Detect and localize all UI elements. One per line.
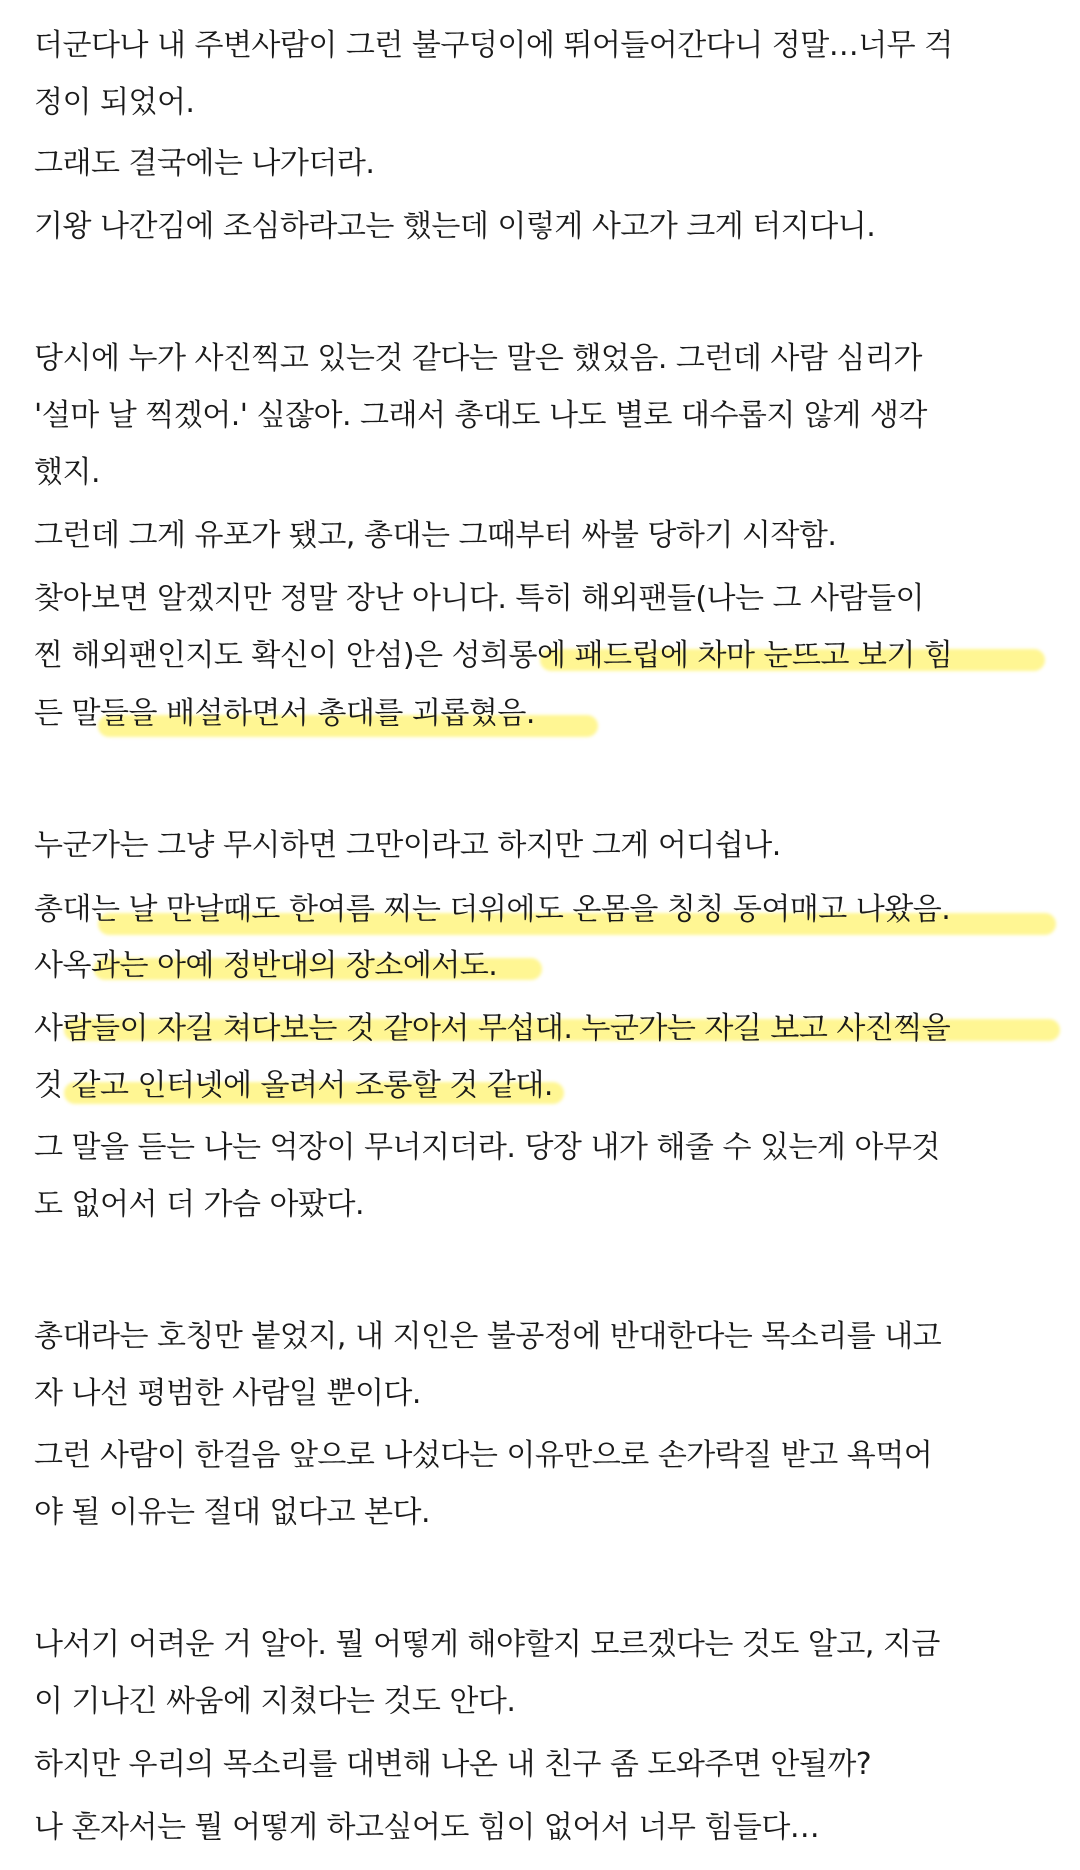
text-line: 기왕 나간김에 조심하라고는 했는데 이렇게 사고가 크게 터지다니.	[34, 209, 876, 244]
text-line: 나서기 어려운 거 알아. 뭘 어떻게 해야할지 모르겠다는 것도 알고, 지금	[34, 1627, 940, 1662]
text-line: '설마 날 찍겠어.' 싶잖아. 그래서 총대도 나도 별로 대수롭지 않게 생각	[34, 398, 927, 433]
text-line: 했지.	[34, 455, 100, 490]
text-line: 총대라는 호칭만 붙었지, 내 지인은 불공정에 반대한다는 목소리를 내고	[34, 1319, 942, 1354]
text-line: 도 없어서 더 가슴 아팠다.	[34, 1187, 364, 1222]
text-line: 사람들이 자길 쳐다보는 것 같아서 무섭대. 누군가는 자길 보고 사진찍을	[34, 1011, 951, 1046]
text-line: 든 말들을 배설하면서 총대를 괴롭혔음.	[34, 696, 535, 731]
text-line: 찾아보면 알겠지만 정말 장난 아니다. 특히 해외팬들(나는 그 사람들이	[34, 581, 924, 616]
text-line: 그래도 결국에는 나가더라.	[34, 146, 375, 181]
text-line: 자 나선 평범한 사람일 뿐이다.	[34, 1376, 421, 1411]
text-line: 찐 해외팬인지도 확신이 안섬)은 성희롱에 패드립에 차마 눈뜨고 보기 힘	[34, 638, 953, 673]
text-line: 당시에 누가 사진찍고 있는것 같다는 말은 했었음. 그런데 사람 심리가	[34, 341, 922, 376]
text-line: 이 기나긴 싸움에 지쳤다는 것도 안다.	[34, 1684, 516, 1719]
text-line: 그런데 그게 유포가 됐고, 총대는 그때부터 싸불 당하기 시작함.	[34, 518, 837, 553]
text-line: 하지만 우리의 목소리를 대변해 나온 내 친구 좀 도와주면 안될까?	[34, 1747, 872, 1782]
text-line: 더군다나 내 주변사람이 그런 불구덩이에 뛰어들어간다니 정말…너무 걱	[34, 28, 953, 63]
text-line: 누군가는 그냥 무시하면 그만이라고 하지만 그게 어디쉽나.	[34, 828, 781, 863]
text-line: 정이 되었어.	[34, 85, 195, 120]
text-line: 것 같고 인터넷에 올려서 조롱할 것 같대.	[34, 1068, 553, 1103]
text-line: 그 말을 듣는 나는 억장이 무너지더라. 당장 내가 해줄 수 있는게 아무것	[34, 1130, 940, 1165]
text-line: 총대는 날 만날때도 한여름 찌는 더위에도 온몸을 칭칭 동여매고 나왔음.	[34, 892, 951, 927]
text-line: 그런 사람이 한걸음 앞으로 나섰다는 이유만으로 손가락질 받고 욕먹어	[34, 1438, 933, 1473]
text-line: 야 될 이유는 절대 없다고 본다.	[34, 1495, 430, 1530]
text-line: 사옥과는 아예 정반대의 장소에서도.	[34, 948, 498, 983]
text-line: 나 혼자서는 뭘 어떻게 하고싶어도 힘이 없어서 너무 힘들다…	[34, 1810, 820, 1845]
